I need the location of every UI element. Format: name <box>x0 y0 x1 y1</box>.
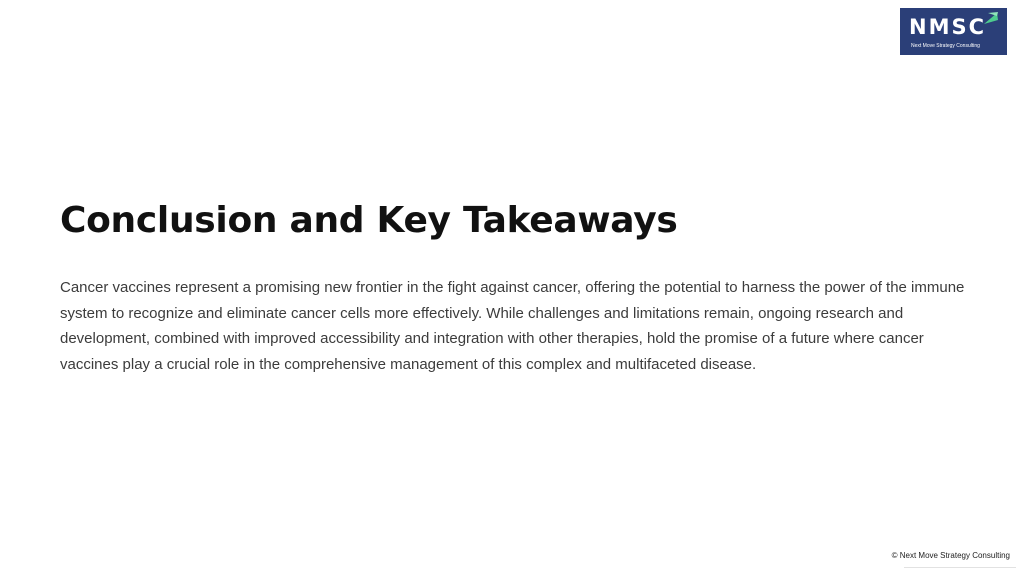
slide-body-text: Cancer vaccines represent a promising new frontier in the fight against cancer, offering the potential to harness the power of the immune system to recognize and eliminate cancer cells more effectively. While challenges and limitations remain, ongoing research and development, combined with improved accessibility and integration with other therapies, hold the promise of a future where cancer vaccines play a crucial role in the comprehensive management of this complex and multifaceted disease. <box>60 279 965 374</box>
arrow-icon <box>982 10 1000 26</box>
logo-mark: NMSC <box>909 15 987 39</box>
footer-copyright: © Next Move Strategy Consulting <box>891 551 1010 560</box>
nmsc-logo <box>900 8 1007 55</box>
footer-divider <box>904 567 1016 568</box>
logo-tagline: Next Move Strategy Consulting <box>911 43 980 49</box>
slide-title: Conclusion and Key Takeaways <box>60 200 678 241</box>
